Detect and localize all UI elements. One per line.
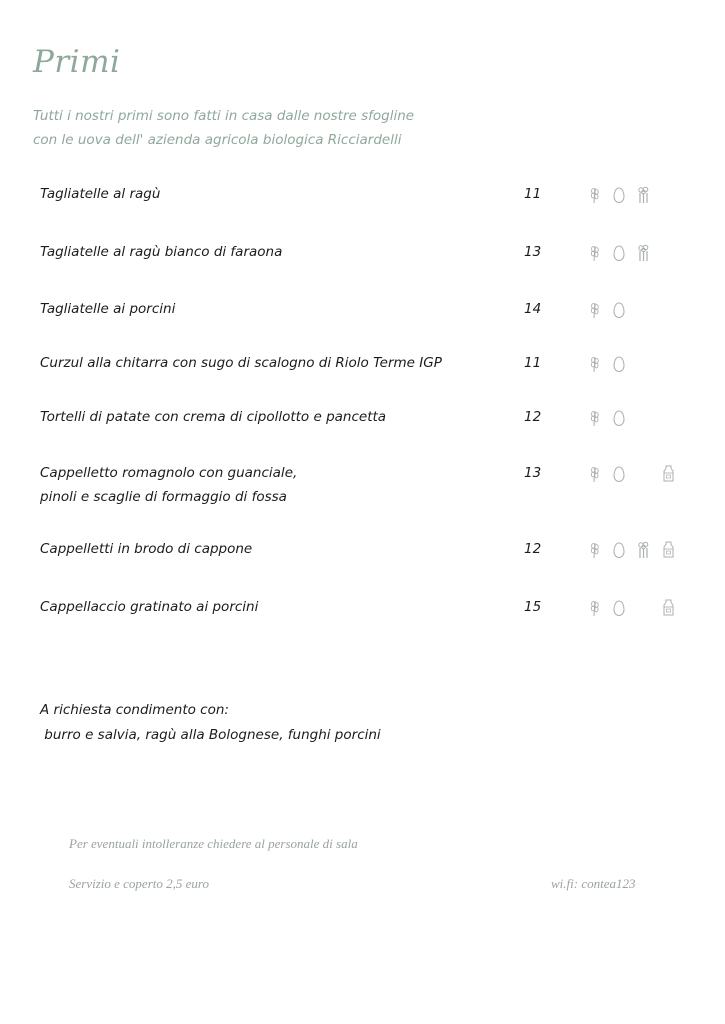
wheat-icon (590, 355, 600, 377)
note-line: A richiesta condimento con: (40, 702, 229, 718)
milk-icon (663, 599, 674, 620)
milk-icon (663, 465, 674, 486)
egg-icon (613, 244, 625, 266)
menu-item-name (40, 595, 500, 619)
intolerance-note: Per eventuali intolleranze chiedere al personale di sala (69, 836, 358, 851)
celery-icon (637, 186, 650, 208)
menu-item-price: 13 (524, 465, 542, 481)
menu-item-name-line: Tagliatelle ai porcini (40, 301, 176, 317)
milk-icon (663, 541, 674, 562)
menu-item (40, 595, 680, 645)
wheat-icon (590, 244, 600, 266)
wheat-icon (590, 186, 600, 208)
wheat-icon (590, 301, 600, 323)
menu-item-price: 15 (524, 599, 542, 615)
menu-item-price: 12 (524, 409, 542, 425)
menu-item (40, 537, 680, 587)
menu-item-name-line: Cappellaccio gratinato ai porcini (40, 599, 259, 615)
menu-item (40, 351, 680, 401)
menu-item-name-line: Cappelletto romagnolo con guanciale, (40, 465, 298, 481)
celery-icon (637, 541, 650, 563)
menu-item-name (40, 182, 500, 206)
subtitle-line: Tutti i nostri primi sono fatti in casa dalle nostre sfogline (33, 108, 415, 124)
menu-item-price: 14 (524, 301, 542, 317)
menu-item-name (40, 240, 500, 264)
egg-icon (613, 186, 625, 208)
menu-item-price: 11 (524, 355, 542, 371)
wheat-icon (590, 541, 600, 563)
sauce-note (40, 698, 460, 748)
wheat-icon (590, 409, 600, 431)
subtitle-line: con le uova dell' azienda agricola biologica Ricciardelli (33, 132, 402, 148)
egg-icon (613, 409, 625, 431)
menu-item-name-line: Curzul alla chitarra con sugo di scalogno di Riolo Terme IGP (40, 355, 442, 371)
menu-item (40, 240, 680, 290)
subtitle (33, 104, 503, 152)
wifi-info: wi.fi: contea123 (551, 876, 636, 891)
page-title: Primi (33, 44, 121, 80)
menu-item-name-line: Tagliatelle al ragù (40, 186, 161, 202)
menu-item (40, 461, 680, 511)
menu-item-price: 11 (524, 186, 542, 202)
menu-item-name-line: Tortelli di patate con crema di cipollotto e pancetta (40, 409, 387, 425)
wheat-icon (590, 599, 600, 621)
menu-item-name (40, 351, 500, 375)
celery-icon (637, 244, 650, 266)
note-line: burro e salvia, ragù alla Bolognese, funghi porcini (40, 727, 381, 743)
egg-icon (613, 465, 625, 487)
egg-icon (613, 355, 625, 377)
menu-item (40, 297, 680, 347)
menu-item-name (40, 297, 500, 321)
service-charge: Servizio e coperto 2,5 euro (69, 876, 209, 891)
egg-icon (613, 301, 625, 323)
menu-item-name (40, 461, 500, 509)
menu-item-name-line: Cappelletti in brodo di cappone (40, 541, 253, 557)
menu-item-name (40, 537, 500, 561)
menu-item-price: 13 (524, 244, 542, 260)
egg-icon (613, 599, 625, 621)
menu-item-name-line: Tagliatelle al ragù bianco di faraona (40, 244, 283, 260)
egg-icon (613, 541, 625, 563)
menu-item-name-line: pinoli e scaglie di formaggio di fossa (40, 489, 287, 505)
menu-item-name (40, 405, 500, 429)
menu-item-price: 12 (524, 541, 542, 557)
wheat-icon (590, 465, 600, 487)
menu-item (40, 405, 680, 455)
menu-item (40, 182, 680, 232)
